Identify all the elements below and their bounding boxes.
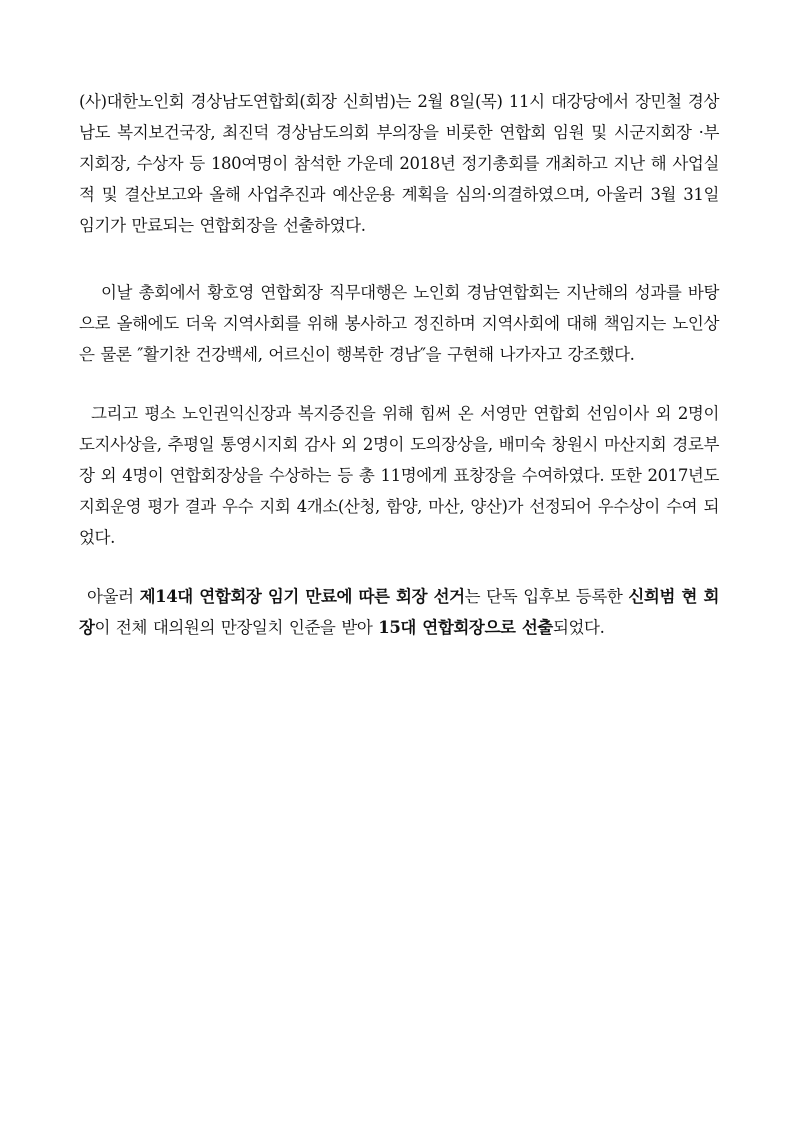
election-text-2: 는 단독 입후보 등록한 [464, 587, 629, 606]
election-text-3: 이 전체 대의원의 만장일치 인준을 받아 [94, 618, 379, 637]
paragraph-election [79, 581, 719, 643]
election-text-1: 아울러 [87, 587, 140, 606]
paragraph-general-meeting: (사)대한노인회 경상남도연합회(회장 신희범)는 2월 8일(목) 11시 대강당에서 장민철 경상남도 복지보건국장, 최진덕 경상남도의회 부의장을 비롯한 연합회 임원 및 시군지회장 ·부지회장, 수상자 등 180여명이 참석한 가운데 2018년 정기총회를 개최하고 지난 해 사업실적 및 결산보고와 올해 사업추진과 예산운용 계획을 심의·의결하였으며, 아울러 3월 31일 임기가 만료되는 연합회장을 선출하였다. [79, 92, 719, 235]
election-bold-candidate: 신희범 현 회장 [79, 587, 719, 637]
document-body [79, 86, 719, 643]
election-bold-term: 제14대 연합회장 임기 만료에 따른 회장 선거 [139, 587, 465, 606]
election-bold-result: 15대 연합회장으로 선출 [378, 618, 553, 637]
election-text-4: 되었다. [552, 618, 605, 637]
paragraph-acting-chairman-speech: 이날 총회에서 황호영 연합회장 직무대행은 노인회 경남연합회는 지난해의 성과를 바탕으로 올해에도 더욱 지역사회를 위해 봉사하고 정진하며 지역사회에 대해 책임지는 노인상은 물론 ″활기찬 건강백세, 어르신이 행복한 경남″을 구현해 나가자고 강조했다. [79, 283, 719, 364]
paragraph-awards: 그리고 평소 노인권익신장과 복지증진을 위해 힘써 온 서영만 연합회 선임이사 외 2명이 도지사상을, 추평일 통영시지회 감사 외 2명이 도의장상을, 배미숙 창원시 마산지회 경로부장 외 4명이 연합회장상을 수상하는 등 총 11명에게 표창장을 수여하였다. 또한 2017년도 지회운영 평가 결과 우수 지회 4개소(산청, 함양, 마산, 양산)가 선정되어 우수상이 수여 되었다. [79, 404, 719, 547]
